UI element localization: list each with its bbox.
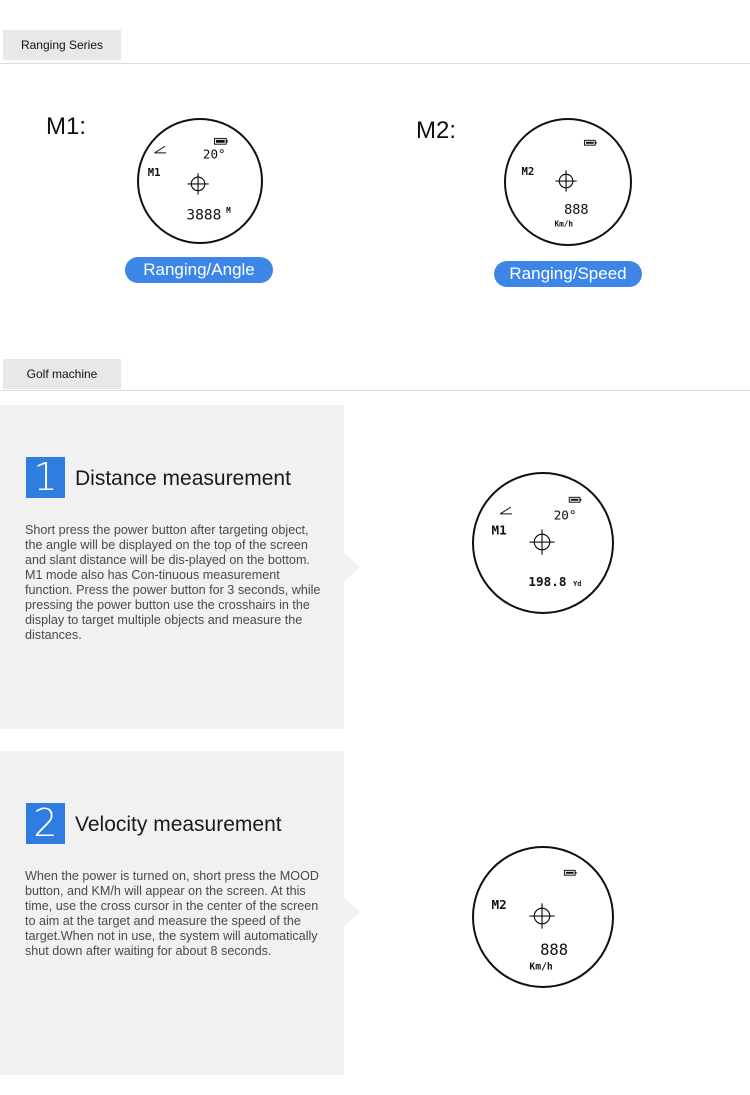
ranging-speed-pill: Ranging/Speed [494,261,642,287]
feature-card-distance [0,405,344,729]
crosshair-icon [529,903,554,928]
m1-distance: 3888 [186,207,222,224]
feature-title: Velocity measurement [75,813,282,836]
feature-description: When the power is turned on, short press the MOOD button, and KM/h will appear on the screen. At this time, use the cross cursor in the center of the screen to aim at the target and measure the speed of the target.When not in use, the system will automatically shut down after waiting for about 8 seconds. [25,869,319,958]
crosshair-icon [529,529,554,554]
golf-m1-display [472,472,614,614]
battery-icon [564,870,576,875]
angle-icon [154,146,166,153]
golf-m2-mode-text: M2 [491,897,507,913]
feature-number-badge: 1 [26,457,65,498]
section-tab-golf-machine: Golf machine [3,359,121,389]
section-tab-ranging-series: Ranging Series [3,30,121,60]
golf-m1-mode-text: M1 [491,522,507,538]
card-pointer [344,553,360,581]
m2-mode-text: M2 [521,165,535,179]
model-label-m1: M1: [46,113,87,140]
feature-number-badge: 2 [26,803,65,844]
m1-angle: 20° [202,146,226,162]
m1-distance-unit: M [226,205,231,215]
section-divider [0,390,750,391]
crosshair-icon [187,173,208,194]
m2-speed: 888 [564,201,589,218]
feature-title: Distance measurement [75,467,291,490]
model-label-m2: M2: [416,117,457,144]
battery-icon [584,140,596,145]
battery-icon [569,497,581,502]
golf-m2-speed: 888 [540,940,569,959]
card-pointer [344,898,360,926]
m2-speed-unit: Km/h [554,219,574,229]
m1-mode-text: M1 [147,166,161,180]
angle-icon [500,507,512,514]
crosshair-icon [555,170,576,191]
battery-icon [215,138,228,144]
golf-m2-display [472,846,614,988]
golf-m2-unit: Km/h [529,961,553,973]
golf-m1-distance: 198.8 [528,573,567,589]
m2-display [504,118,632,246]
feature-card-velocity [0,751,344,1075]
ranging-angle-pill: Ranging/Angle [125,257,273,283]
golf-m1-unit: Yd [573,579,582,588]
section-divider [0,63,750,64]
feature-description: Short press the power button after targeting object, the angle will be displayed on the top of the screen and slant distance will be dis-played on the bottom. M1 mode also has Con-tinuous measurement function. Press the power button for 3 seconds, while pressing the power button use the crosshairs in the display to target multiple objects and measure the distances. [25,523,321,642]
m1-display [137,118,263,244]
golf-m1-angle: 20° [553,507,577,523]
